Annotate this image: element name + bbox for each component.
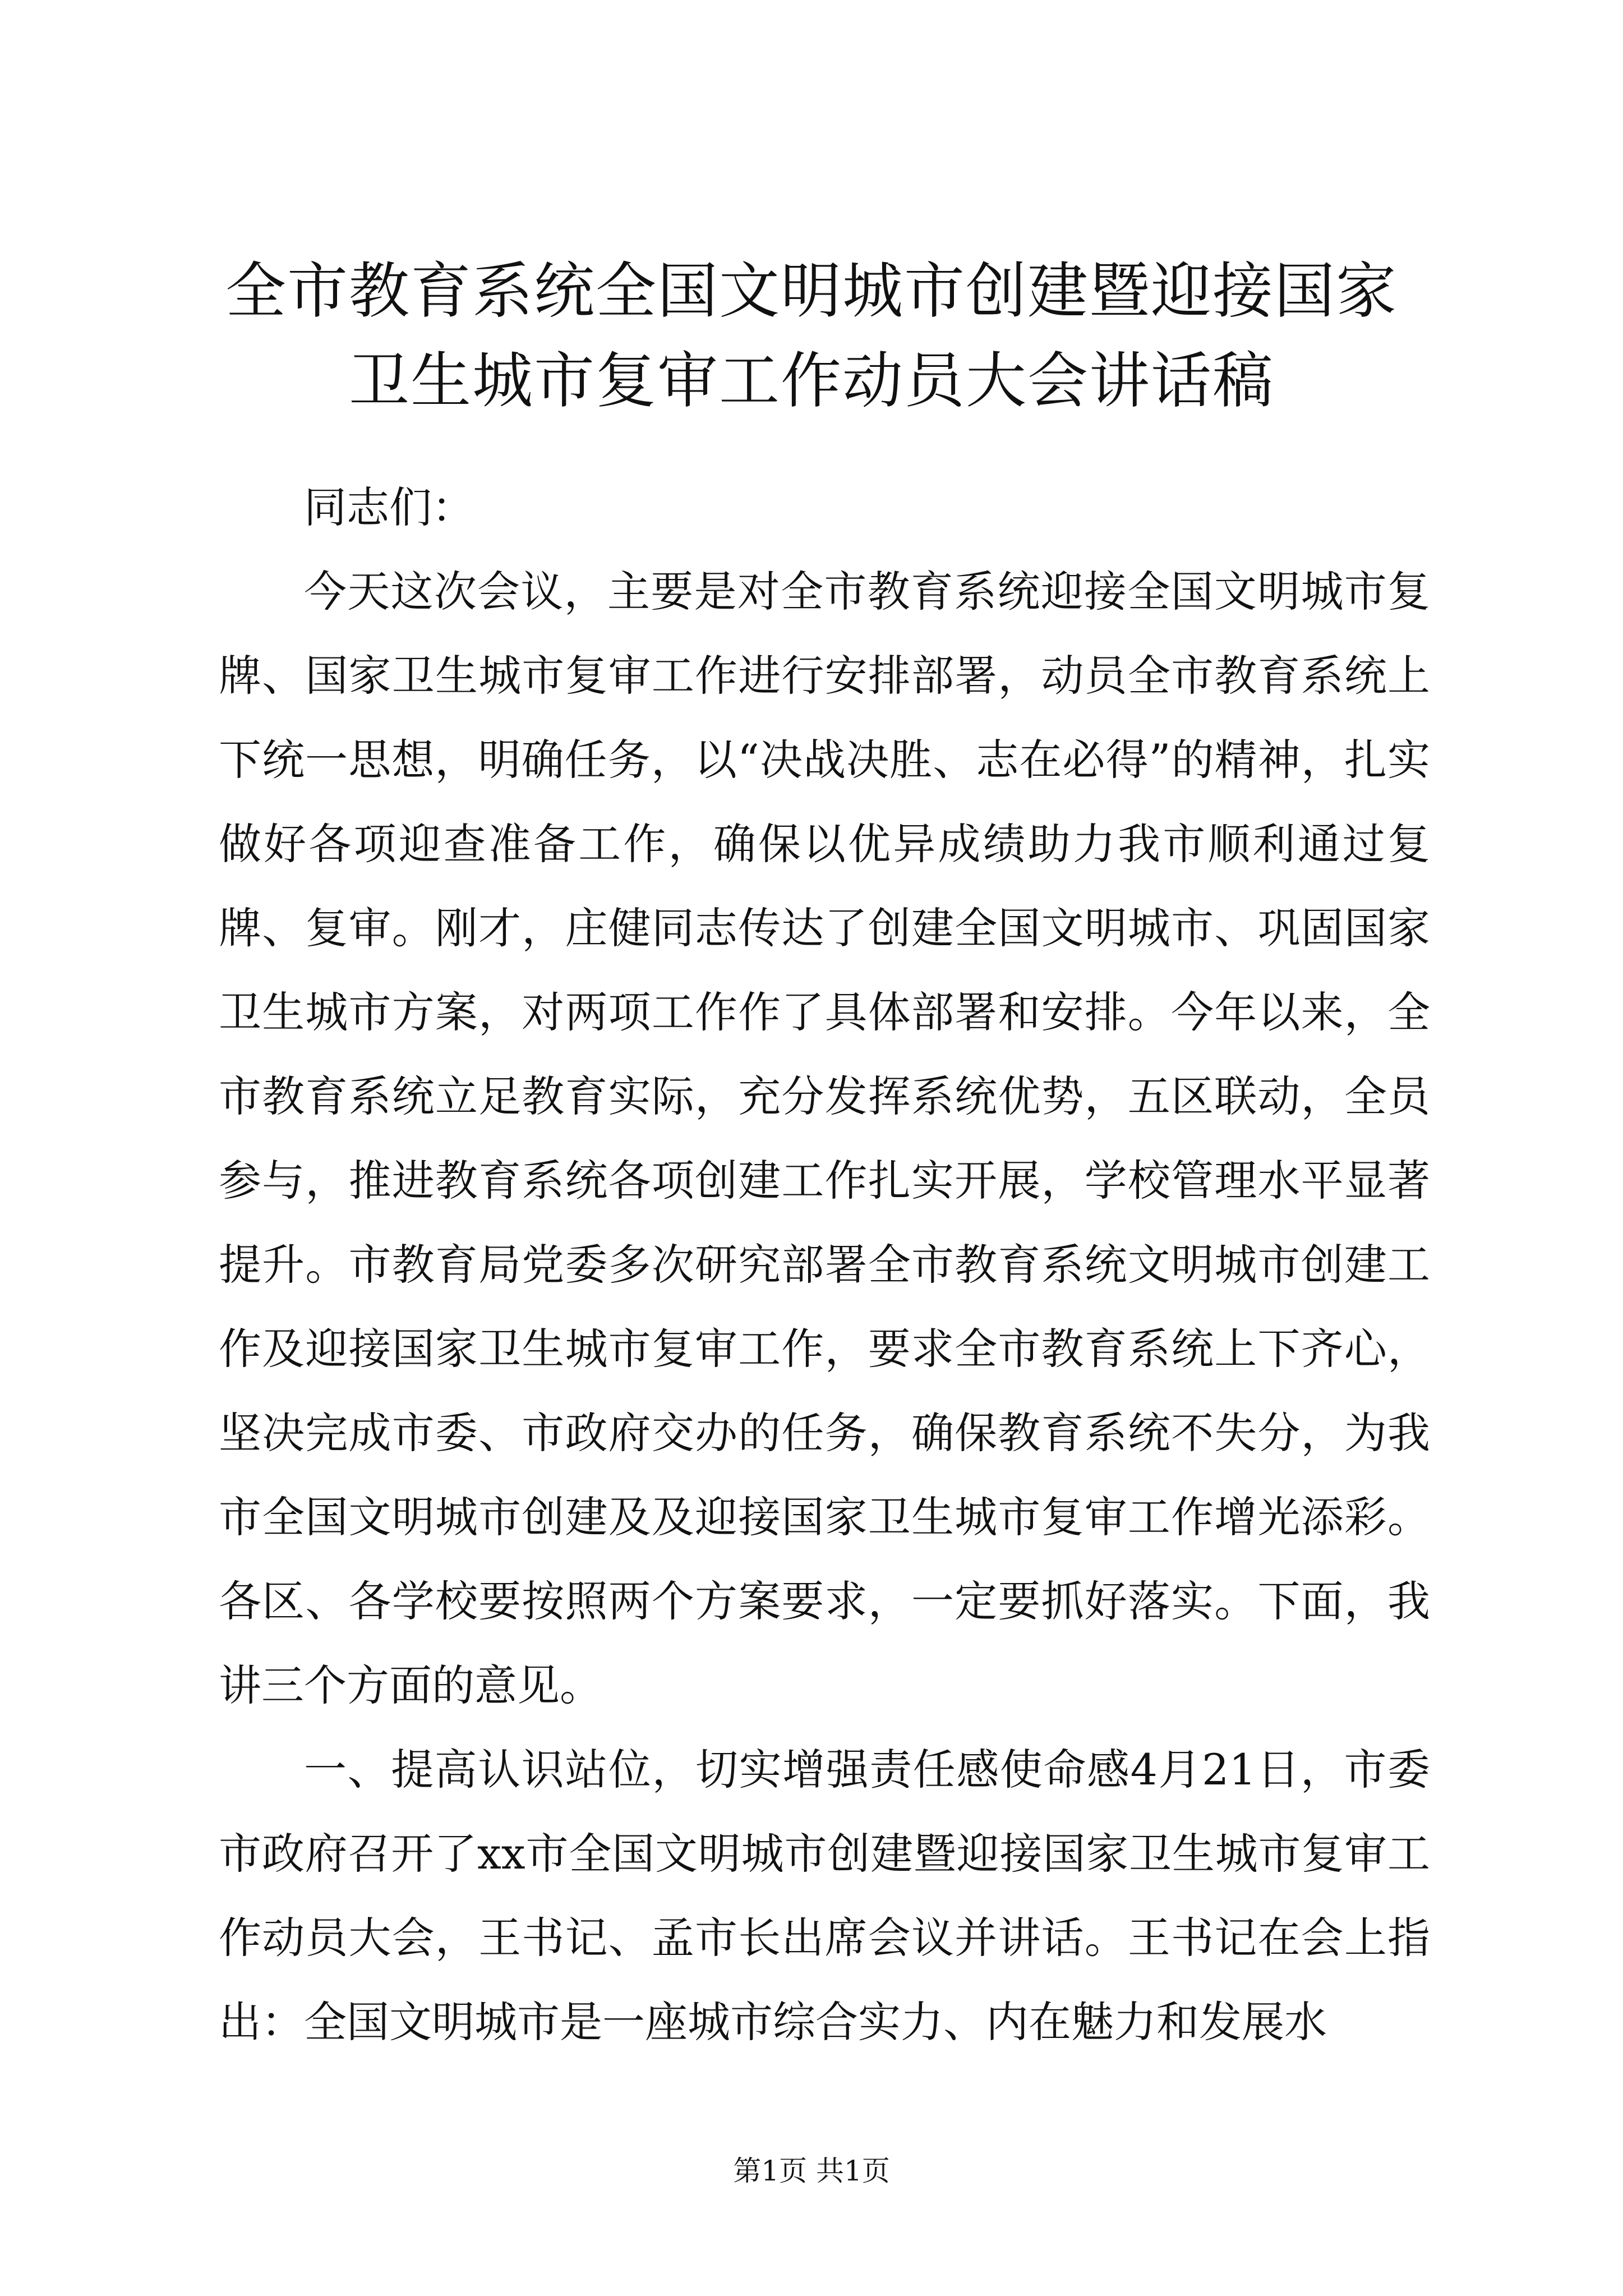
page-footer: 第1页 共1页	[733, 2155, 890, 2187]
document-body	[219, 466, 1430, 2064]
document-title: 全市教育系统全国文明城市创建暨迎接国家卫生城市复审工作动员大会讲话稿	[225, 256, 1398, 416]
body-paragraph: 一、提高认识站位，切实增强责任感使命感4月21日，市委市政府召开了xx市全国文明城市创建暨迎接国家卫生城市复审工作动员大会，王书记、孟市长出席会议并讲话。王书记在会上指出：全国文明城市是一座城市综合实力、内在魅力和发展水	[219, 1745, 1430, 2047]
salutation: 同志们：	[304, 482, 474, 532]
body-paragraph: 今天这次会议，主要是对全市教育系统迎接全国文明城市复牌、国家卫生城市复审工作进行安排部署，动员全市教育系统上下统一思想，明确任务，以“决战决胜、志在必得”的精神，扎实做好各项迎查准备工作，确保以优异成绩助力我市顺利通过复牌、复审。刚才，庄健同志传达了创建全国文明城市、巩固国家卫生城市方案，对两项工作作了具体部署和安排。今年以来，全市教育系统立足教育实际，充分发挥系统优势，五区联动，全员参与，推进教育系统各项创建工作扎实开展，学校管理水平显著提升。市教育局党委多次研究部署全市教育系统文明城市创建工作及迎接国家卫生城市复审工作，要求全市教育系统上下齐心，坚决完成市委、市政府交办的任务，确保教育系统不失分，为我市全国文明城市创建及及迎接国家卫生城市复审工作增光添彩。各区、各学校要按照两个方案要求，一定要抓好落实。下面，我讲三个方面的意见。	[219, 567, 1430, 1710]
